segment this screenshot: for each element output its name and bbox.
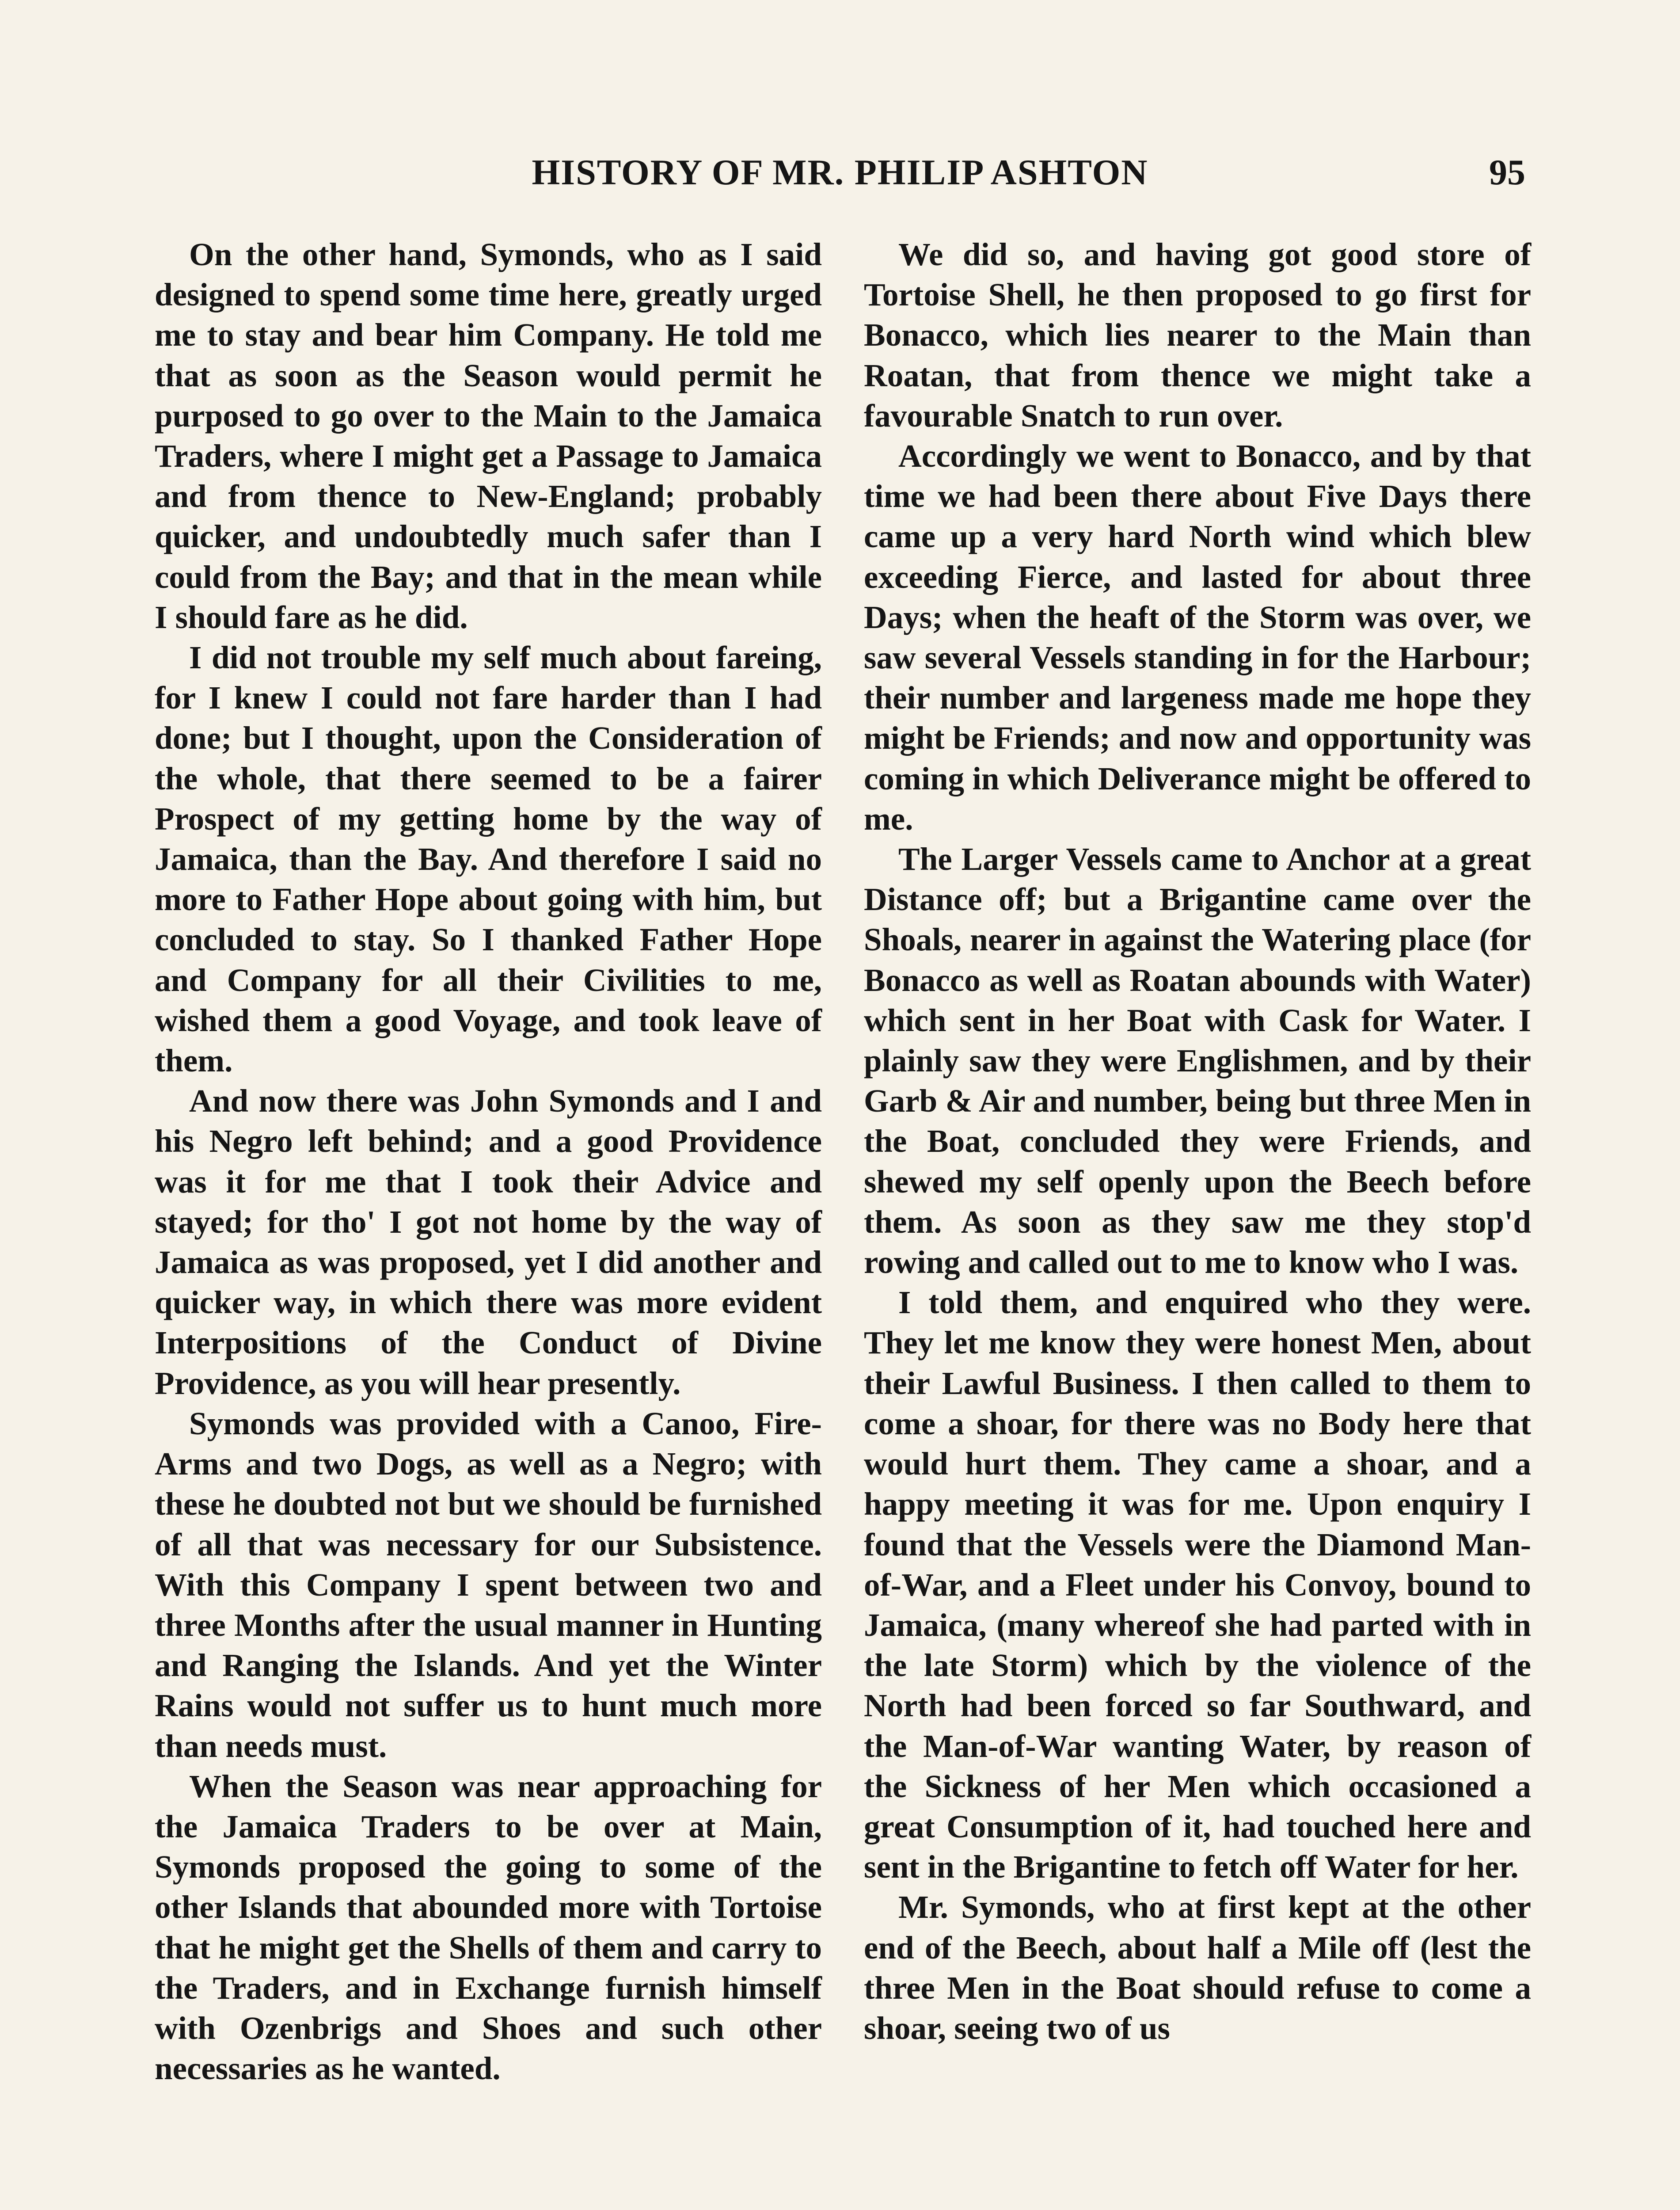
paragraph: Symonds was provided with a Canoo, Fire-Arms and two Dogs, as well as a Negro; with these he doubted not but we should be furnished of all that was necessary for our Subsistence. With this Company I spent between two and three Months after the usual manner in Hunting and Ranging the Islands. And yet the Winter Rains would not suffer us to hunt much more than needs must.	[155, 1405, 822, 1764]
paragraph: Mr. Symonds, who at first kept at the other end of the Beech, about half a Mile off (lest the three Men in the Boat should refuse to come a shoar, seeing two of us	[864, 1889, 1531, 2046]
paragraph: I told them, and enquired who they were. They let me know they were honest Men, about their Lawful Business. I then called to them to come a shoar, for there was no Body here that would hurt them. They came a shoar, and a happy meeting it was for me. Upon enquiry I found that the Vessels were the Diamond Man-of-War, and a Fleet under his Convoy, bound to Jamaica, (many whereof she had parted with in the late Storm) which by the violence of the North had been forced so far Southward, and the Man-of-War wanting Water, by reason of the Sickness of her Men which occasioned a great Consumption of it, had touched here and sent in the Brigantine to fetch off Water for her.	[864, 1284, 1531, 1885]
right-column	[864, 234, 1531, 2048]
running-title: HISTORY OF MR. PHILIP ASHTON	[532, 152, 1148, 192]
paragraph: And now there was John Symonds and I and his Negro left behind; and a good Providence was it for me that I took their Advice and stayed; for tho' I got not home by the way of Jamaica as was proposed, yet I did another and quicker way, in which there was more evident Interpositions of the Conduct of Divine Providence, as you will hear presently.	[155, 1083, 822, 1401]
paragraph: Accordingly we went to Bonacco, and by that time we had been there about Five Days there came up a very hard North wind which blew exceeding Fierce, and lasted for about three Days; when the heaft of the Storm was over, we saw several Vessels standing in for the Harbour; their number and largeness made me hope they might be Friends; and now and opportunity was coming in which Deliverance might be offered to me.	[864, 438, 1531, 837]
paragraph: On the other hand, Symonds, who as I said designed to spend some time here, greatly urged me to stay and bear him Company. He told me that as soon as the Season would permit he purposed to go over to the Main to the Jamaica Traders, where I might get a Passage to Jamaica and from thence to New-England; probably quicker, and undoubtedly much safer than I could from the Bay; and that in the mean while I should fare as he did.	[155, 236, 822, 635]
paragraph: I did not trouble my self much about fareing, for I knew I could not fare harder than I had done; but I thought, upon the Consideration of the whole, that there seemed to be a fairer Prospect of my getting home by the way of Jamaica, than the Bay. And therefore I said no more to Father Hope about going with him, but concluded to stay. So I thanked Father Hope and Company for all their Civilities to me, wished them a good Voyage, and took leave of them.	[155, 640, 822, 1079]
page-header	[155, 146, 1525, 199]
paragraph: When the Season was near approaching for the Jamaica Traders to be over at Main, Symonds proposed the going to some of the other Islands that abounded more with Tortoise that he might get the Shells of them and carry to the Traders, and in Exchange furnish himself with Ozenbrigs and Shoes and such other necessaries as he wanted.	[155, 1768, 822, 2087]
paragraph: We did so, and having got good store of Tortoise Shell, he then proposed to go first for Bonacco, which lies nearer to the Main than Roatan, that from thence we might take a favourable Snatch to run over.	[864, 236, 1531, 434]
paragraph: The Larger Vessels came to Anchor at a great Distance off; but a Brigantine came over the Shoals, nearer in against the Watering place (for Bonacco as well as Roatan abounds with Water) which sent in her Boat with Cask for Water. I plainly saw they were Englishmen, and by their Garb & Air and number, being but three Men in the Boat, concluded they were Friends, and shewed my self openly upon the Beech before them. As soon as they saw me they stop'd rowing and called out to me to know who I was.	[864, 841, 1531, 1280]
page-number: 95	[1489, 152, 1525, 192]
left-column	[155, 234, 822, 2088]
